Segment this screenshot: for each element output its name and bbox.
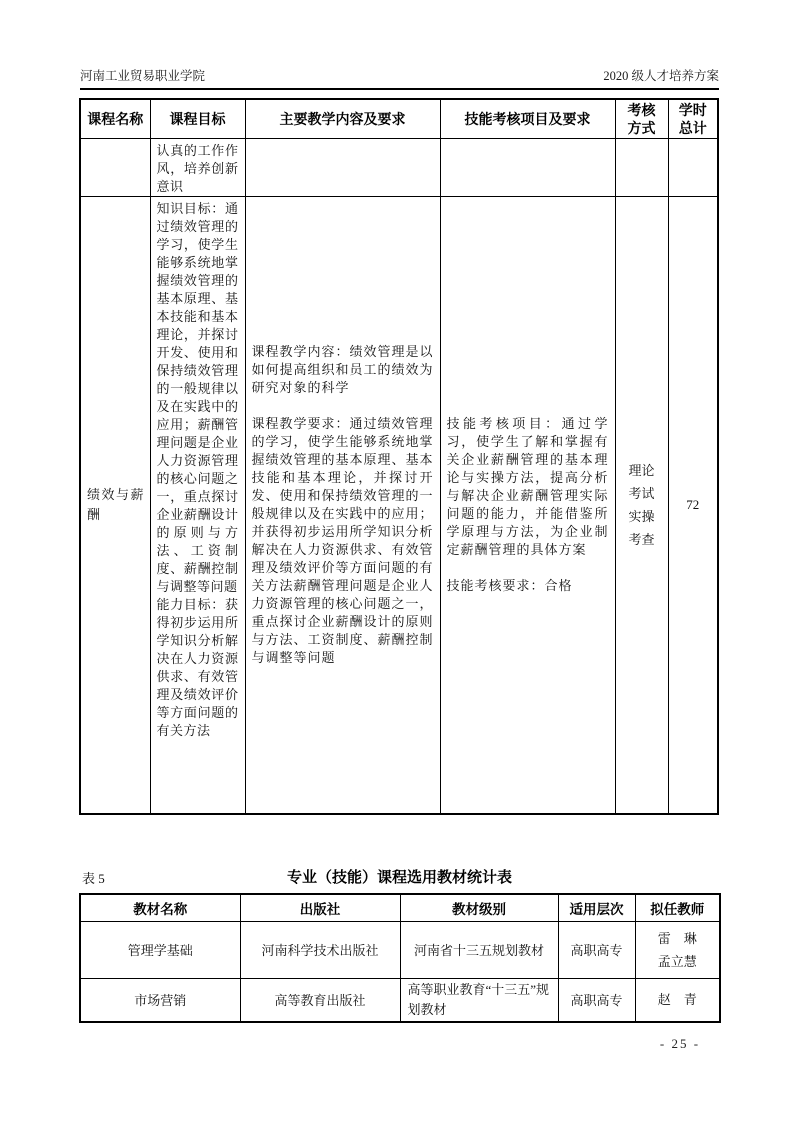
cell-empty	[668, 138, 718, 196]
textbook-table	[79, 893, 721, 1023]
course-row-continuation	[80, 138, 718, 196]
teacher-name: 雷 琳	[657, 930, 697, 946]
textbook-header-name: 教材名称	[80, 894, 240, 921]
header-school-name: 河南工业贸易职业学院	[80, 69, 206, 83]
course-table-header-objectives: 课程目标	[150, 99, 245, 138]
teacher-name: 赵 青	[657, 992, 697, 1008]
header-doc-title: 2020 级人才培养方案	[603, 69, 719, 83]
textbook-name: 市场营销	[80, 978, 240, 1022]
skill-assessment-requirement-text: 技能考核要求：合格	[446, 577, 573, 593]
teaching-content-text: 课程教学内容：绩效管理是以如何提高组织和员工的绩效为研究对象的科学	[251, 343, 434, 395]
cell-empty	[80, 138, 150, 196]
cell-course-name	[80, 196, 150, 814]
textbook-teachers	[635, 921, 720, 978]
textbook-header-teacher: 拟任教师	[635, 894, 720, 921]
course-row-performance-pay	[80, 196, 718, 814]
course-table-header-row	[80, 99, 718, 138]
textbook-publisher: 河南科学技术出版社	[240, 921, 400, 978]
cell-empty	[615, 138, 668, 196]
course-table-header-content: 主要教学内容及要求	[245, 99, 440, 138]
textbook-audience: 高职高专	[558, 978, 635, 1022]
course-table-header-course-name: 课程名称	[80, 99, 150, 138]
textbook-level: 高等职业教育“十三五”规划教材	[400, 978, 558, 1022]
objective-ability-text: 能力目标：获得初步运用所学知识分析解决在人力资源供求、有效管理及绩效评价等方面问题的有关方法	[156, 596, 239, 738]
course-table	[79, 98, 719, 815]
course-table-header-skill-assessment: 技能考核项目及要求	[440, 99, 615, 138]
course-name-text: 绩效与薪酬	[87, 486, 144, 522]
header-rule	[80, 88, 719, 90]
textbook-level: 河南省十三五规划教材	[400, 921, 558, 978]
textbook-publisher: 高等教育出版社	[240, 978, 400, 1022]
course-table-header-method	[615, 99, 668, 138]
cell-objective-tail	[150, 138, 245, 196]
paragraph-gap	[246, 397, 440, 415]
header-method-label: 考核方式	[627, 101, 656, 136]
textbook-audience: 高职高专	[558, 921, 635, 978]
cell-assessment-method	[615, 196, 668, 814]
textbook-header-publisher: 出版社	[240, 894, 400, 921]
teacher-name: 孟立慧	[657, 953, 697, 969]
cell-teaching-content	[245, 196, 440, 814]
cell-total-hours	[668, 196, 718, 814]
table-number-label: 表 5	[82, 871, 105, 886]
textbook-row	[80, 921, 720, 978]
textbook-header-level: 教材级别	[400, 894, 558, 921]
textbook-name: 管理学基础	[80, 921, 240, 978]
objective-tail-text: 认真的工作作风，培养创新意识	[156, 142, 239, 194]
total-hours-value: 72	[686, 496, 700, 512]
header-hours-label: 学时总计	[678, 101, 707, 136]
cell-course-objectives	[150, 196, 245, 814]
skill-assessment-item-text: 技能考核项目：通过学习，使学生了解和掌握有关企业薪酬管理的基本理论与实操方法，提高分析与解决企业薪酬管理实际问题的能力，并能借鉴所学原理与方法，为企业制定薪酬管理的具体方案	[446, 415, 609, 557]
textbook-table-header-row	[80, 894, 720, 921]
textbook-table-caption	[80, 866, 719, 886]
cell-empty	[245, 138, 440, 196]
cell-empty	[440, 138, 615, 196]
textbook-table-title: 专业（技能）课程选用教材统计表	[286, 869, 512, 886]
textbook-header-audience: 适用层次	[558, 894, 635, 921]
textbook-teachers	[635, 978, 720, 1022]
paragraph-gap	[441, 559, 615, 577]
running-header	[80, 68, 719, 84]
assessment-method-text: 理论考试实操考查	[628, 462, 655, 547]
course-table-header-hours	[668, 99, 718, 138]
page-number: - 25 -	[659, 1036, 701, 1051]
textbook-row	[80, 978, 720, 1022]
objective-knowledge-text: 知识目标：通过绩效管理的学习，使学生能够系统地掌握绩效管理的基本原理、基本技能和基本理论，并探讨开发、使用和保持绩效管理的一般规律以及在实践中的应用；薪酬管理问题是企业人力资源管理的核心问题之一，重点探讨企业薪酬设计的原则与方法、工资制度、薪酬控制与调整等问题	[156, 200, 239, 594]
teaching-requirement-text: 课程教学要求：通过绩效管理的学习，使学生能够系统地掌握绩效管理的基本原理、基本技能和基本理论，并探讨开发、使用和保持绩效管理的一般规律以及在实践中的应用；并获得初步运用所学知识分析解决在人力资源供求、有效管理及绩效评价等方面问题的有关方法薪酬管理问题是企业人力资源管理的核心问题之一，重点探讨企业薪酬设计的原则与方法、工资制度、薪酬控制与调整等问题	[251, 415, 434, 665]
cell-skill-assessment	[440, 196, 615, 814]
